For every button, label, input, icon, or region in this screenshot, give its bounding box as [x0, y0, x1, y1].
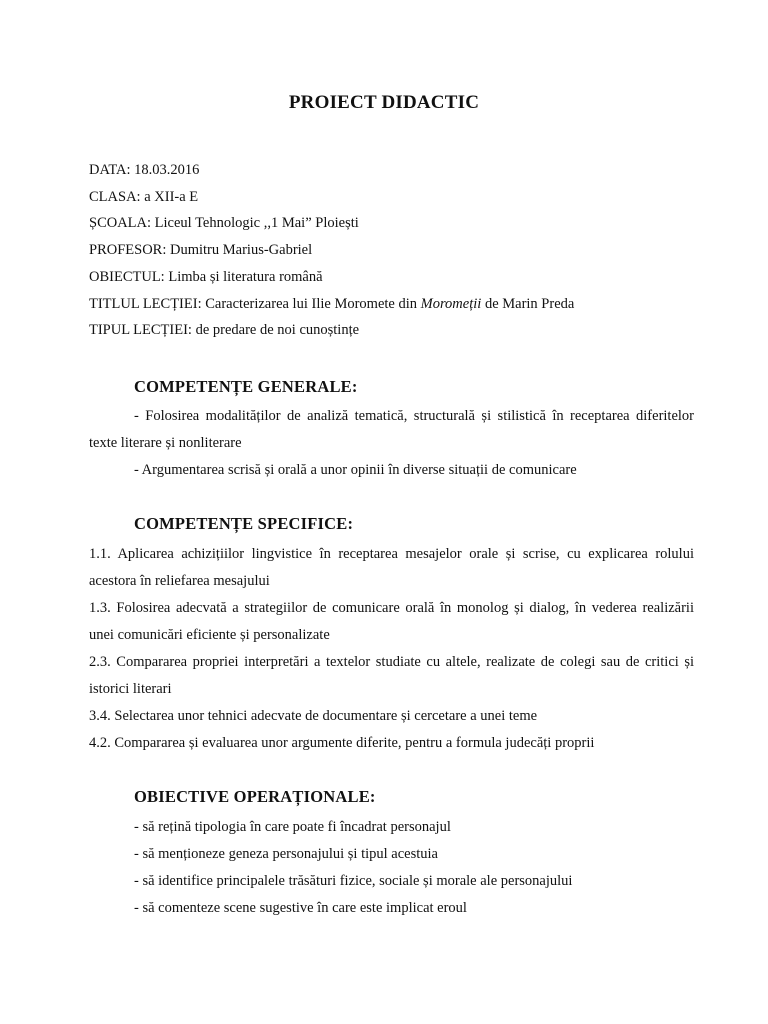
competente-specifice-list [89, 541, 694, 757]
meta-titlul-label: TITLUL LECȚIEI: [89, 295, 202, 312]
competente-specifice-item: 2.3. Compararea propriei interpretări a textelor studiate cu altele, realizate de colegi sau de critici și istorici literari [89, 654, 694, 697]
meta-profesor-line [89, 237, 709, 264]
meta-scoala-label: ȘCOALA: [89, 215, 152, 232]
competente-specifice-item: 3.4. Selectarea unor tehnici adecvate de documentare și cercetare a unei teme [89, 708, 538, 724]
meta-titlul-line [89, 291, 709, 318]
meta-data-value: 18.03.2016 [134, 162, 200, 178]
meta-profesor-value: Dumitru Marius-Gabriel [170, 242, 313, 259]
competente-specifice-item: 1.1. Aplicarea achizițiilor lingvistice în receptarea mesajelor orale și scrise, cu explicarea rolului acestora în reliefarea mesajului [89, 546, 694, 589]
meta-titlul-author: de Marin Preda [484, 295, 575, 312]
obiectiv-item: - să identifice principalele trăsături fizice, sociale și morale ale personajului [134, 873, 573, 889]
competente-specifice-item: 4.2. Compararea și evaluarea unor argumente diferite, pentru a formula judecăți proprii [89, 735, 595, 751]
obiective-operationale-heading: OBIECTIVE OPERAȚIONALE: [134, 787, 376, 806]
obiectiv-item: - să menționeze geneza personajului și tipul acestuia [134, 846, 438, 862]
obiective-operationale-list [134, 814, 572, 922]
meta-obiectul-line [89, 264, 709, 291]
meta-profesor-label: PROFESOR: [89, 242, 167, 259]
competente-specifice-heading: COMPETENȚE SPECIFICE: [134, 514, 354, 533]
lesson-metadata [89, 157, 709, 344]
competente-generale-item: - Argumentarea scrisă și orală a unor opinii în diverse situații de comunicare [134, 462, 577, 478]
meta-data-label: DATA: [89, 162, 131, 178]
meta-scoala-value: Liceul Tehnologic ,,1 Mai” Ploiești [154, 215, 359, 232]
competente-generale-list [89, 403, 694, 484]
meta-clasa-line [89, 184, 709, 211]
obiectiv-item: - să comenteze scene sugestive în care este implicat eroul [134, 900, 467, 916]
meta-obiectul-value: Limba și literatura română [168, 268, 323, 285]
competente-generale-item: - Folosirea modalităților de analiză tematică, structurală și stilistică în receptarea diferitelor texte literare și nonliterare [89, 408, 694, 451]
meta-obiectul-label: OBIECTUL: [89, 268, 165, 285]
obiectiv-item: - să rețină tipologia în care poate fi încadrat personajul [134, 819, 451, 835]
meta-tipul-value: de predare de noi cunoștințe [195, 322, 360, 339]
meta-tipul-label: TIPUL LECȚIEI: [89, 322, 192, 339]
competente-specifice-item: 1.3. Folosirea adecvată a strategiilor de comunicare orală în monolog și dialog, în vederea realizării unei comunicări eficiente și personalizate [89, 600, 694, 643]
meta-clasa-value: a XII-a E [144, 188, 199, 205]
document-title: PROIECT DIDACTIC [288, 92, 480, 113]
meta-titlul-book-title: Moromeții [420, 295, 482, 312]
competente-generale-heading: COMPETENȚE GENERALE: [134, 377, 358, 396]
meta-data-line [89, 157, 709, 184]
meta-tipul-line [89, 317, 709, 344]
meta-scoala-line [89, 210, 709, 237]
meta-clasa-label: CLASA: [89, 188, 141, 205]
meta-titlul-value: Caracterizarea lui Ilie Moromete din [205, 295, 417, 312]
